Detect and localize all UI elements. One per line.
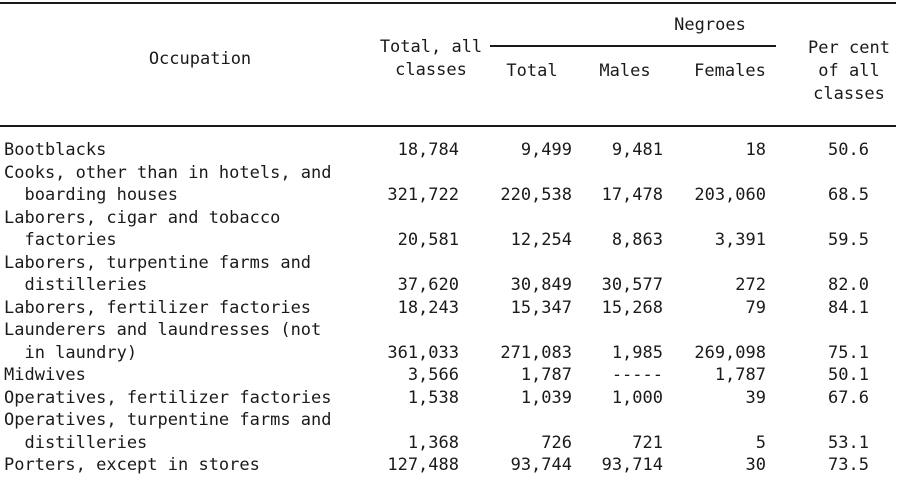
cell-occupation: distilleries	[4, 275, 148, 295]
cell-negro-males: 9,481	[611, 140, 663, 160]
cell-total-all-classes: 321,722	[387, 185, 459, 205]
cell-negro-females: 272	[735, 275, 766, 295]
cell-occupation: factories	[4, 230, 117, 250]
cell-negro-males: 721	[632, 432, 663, 453]
cell-per-cent: 75.1	[828, 342, 869, 363]
cell-occupation: in laundry)	[4, 342, 138, 363]
cell-negro-females: 1,787	[714, 365, 766, 385]
cell-negro-females: 3,391	[714, 230, 766, 250]
cell-per-cent: 50.6	[828, 140, 869, 160]
header-negro-females: Females	[694, 61, 766, 81]
header-bottom-rule	[0, 125, 896, 127]
header-negroes: Negroes	[674, 15, 746, 35]
cell-occupation: Operatives, turpentine farms and	[4, 410, 332, 430]
cell-negro-males: 1,985	[611, 342, 663, 363]
header-total-all-line2: classes	[395, 60, 467, 80]
cell-negro-females: 5	[755, 432, 766, 453]
cell-negro-females: 18	[745, 140, 766, 160]
cell-negro-females: 79	[745, 297, 766, 318]
cell-occupation: Cooks, other than in hotels, and	[4, 162, 332, 183]
cell-per-cent: 82.0	[828, 275, 869, 295]
cell-total-all-classes: 361,033	[387, 342, 459, 363]
cell-negro-total: 15,347	[510, 297, 572, 318]
cell-negro-total: 30,849	[510, 275, 572, 295]
cell-negro-females: 269,098	[694, 342, 766, 363]
cell-negro-females: 203,060	[694, 185, 766, 205]
cell-occupation: distilleries	[4, 432, 148, 453]
cell-negro-males: 8,863	[611, 230, 663, 250]
cell-total-all-classes: 37,620	[397, 275, 459, 295]
cell-per-cent: 50.1	[828, 365, 869, 385]
cell-negro-males: 17,478	[601, 185, 663, 205]
cell-negro-males: -----	[611, 365, 663, 385]
cell-negro-males: 30,577	[601, 275, 663, 295]
cell-total-all-classes: 127,488	[387, 455, 459, 475]
cell-per-cent: 59.5	[828, 230, 869, 250]
cell-occupation: Porters, except in stores	[4, 455, 260, 475]
cell-total-all-classes: 1,368	[407, 432, 459, 453]
cell-negro-total: 9,499	[520, 140, 572, 160]
cell-negro-males: 1,000	[611, 387, 663, 408]
cell-per-cent: 84.1	[828, 297, 869, 318]
header-per-cent-line3: classes	[813, 84, 885, 104]
cell-negro-total: 271,083	[500, 342, 572, 363]
header-negro-males: Males	[599, 61, 651, 81]
cell-negro-total: 93,744	[510, 455, 572, 475]
cell-negro-total: 1,787	[520, 365, 572, 385]
cell-per-cent: 68.5	[828, 185, 869, 205]
cell-total-all-classes: 20,581	[397, 230, 459, 250]
header-total-all-line1: Total, all	[379, 37, 483, 57]
cell-occupation: boarding houses	[4, 185, 178, 205]
cell-occupation: Laborers, fertilizer factories	[4, 297, 312, 318]
cell-occupation: Midwives	[4, 365, 86, 385]
cell-total-all-classes: 3,566	[407, 365, 459, 385]
cell-negro-females: 39	[745, 387, 766, 408]
cell-negro-total: 726	[541, 432, 572, 453]
cell-negro-total: 12,254	[510, 230, 572, 250]
cell-per-cent: 67.6	[828, 387, 869, 408]
top-rule	[0, 2, 896, 4]
cell-per-cent: 73.5	[828, 455, 869, 475]
negroes-span-rule	[490, 45, 776, 47]
header-per-cent-line2: of all	[818, 61, 880, 81]
cell-negro-males: 15,268	[601, 297, 663, 318]
cell-negro-total: 1,039	[520, 387, 572, 408]
cell-per-cent: 53.1	[828, 432, 869, 453]
cell-occupation: Operatives, fertilizer factories	[4, 387, 332, 408]
header-occupation: Occupation	[148, 49, 252, 69]
cell-negro-males: 93,714	[601, 455, 663, 475]
header-per-cent-line1: Per cent	[808, 38, 890, 58]
cell-occupation: Bootblacks	[4, 140, 107, 160]
cell-negro-females: 30	[745, 455, 766, 475]
cell-total-all-classes: 18,784	[397, 140, 459, 160]
cell-occupation: Launderers and laundresses (not	[4, 320, 322, 340]
cell-total-all-classes: 18,243	[397, 297, 459, 318]
cell-occupation: Laborers, cigar and tobacco	[4, 207, 281, 228]
cell-total-all-classes: 1,538	[407, 387, 459, 408]
header-negro-total: Total	[506, 61, 558, 81]
cell-negro-total: 220,538	[500, 185, 572, 205]
cell-occupation: Laborers, turpentine farms and	[4, 252, 312, 273]
